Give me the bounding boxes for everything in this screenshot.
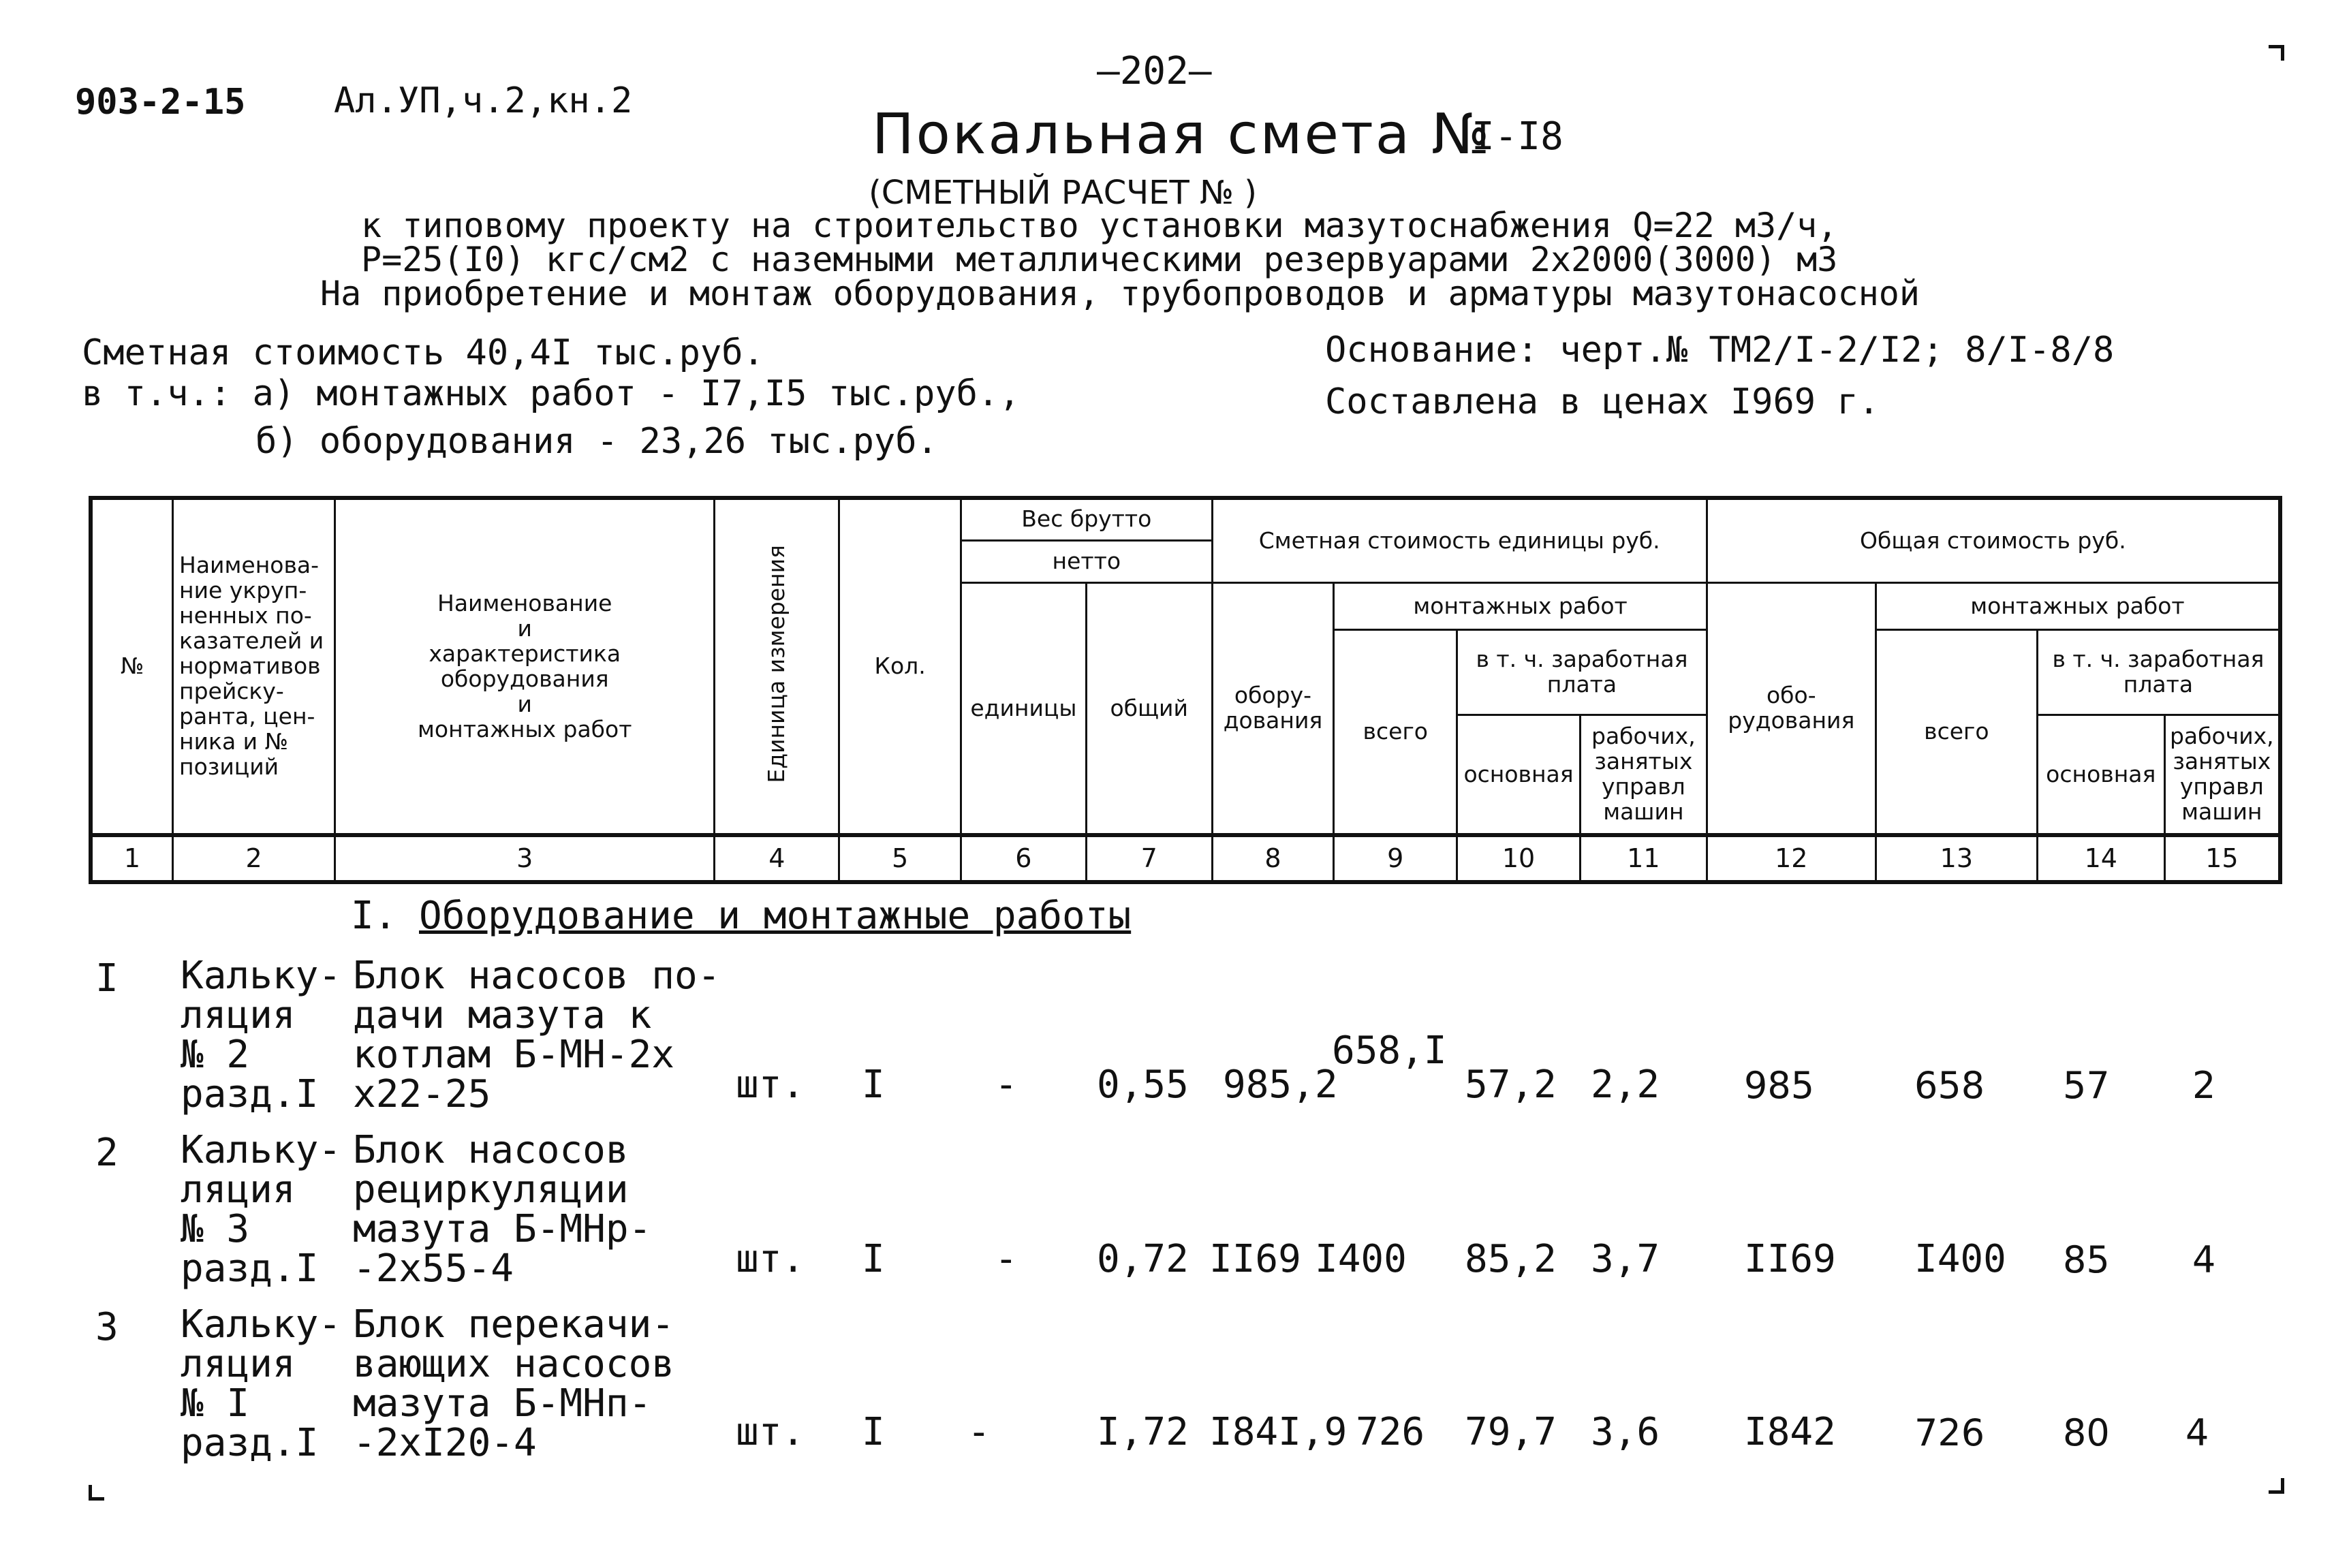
column-number: 11 [1580,835,1707,882]
row-pricelist-ref: Кальку- ляция № 2 разд.I [181,954,342,1116]
row-wage-basic-total: 85 [2063,1238,2110,1281]
project-line-2: P=25(I0) кгс/см2 с наземными металлическими резервуарами 2x2000(3000) м3 [361,240,1838,279]
column-number: 14 [2037,835,2164,882]
row-install-unit: 726 [1356,1410,1425,1454]
header-weight-unit: единицы [961,583,1087,835]
row-weight-unit: - [995,1237,1018,1281]
header-qty: Кол. [839,498,961,835]
header-equipment-total: обо-рудования [1707,583,1876,835]
row-weight-unit: - [995,1063,1018,1107]
header-no: № [91,498,173,835]
row-wage-machine-total: 4 [2192,1238,2216,1281]
row-equipment-unit: I84I,9 [1209,1410,1348,1454]
header-weight-total: общий [1086,583,1212,835]
row-weight-unit: - [967,1410,991,1454]
row-number: 3 [95,1305,119,1349]
row-unit: шт. [736,1410,805,1454]
column-number: 7 [1086,835,1212,882]
row-qty: I [862,1063,885,1107]
header-wages-total: в т. ч. заработная плата [2037,630,2280,715]
basis-prices: Составлена в ценах I969 г. [1325,381,1880,422]
row-wage-machine-total: 4 [2185,1411,2209,1454]
album-reference: Ал.УП,ч.2,кн.2 [334,80,633,121]
row-wage-basic-unit: 85,2 [1465,1237,1557,1281]
row-wage-machine-unit: 3,6 [1591,1410,1660,1454]
row-wage-machine-unit: 3,7 [1591,1237,1660,1281]
row-item-name: Блок насосов рециркуляции мазута Б-МНр- -2х55-4 [353,1128,652,1291]
row-item-name: Блок перекачи- вающих насосов мазута Б-МНп- -2хI20-4 [353,1302,675,1465]
row-weight-total: 0,72 [1097,1237,1189,1281]
column-number: 1 [91,835,173,882]
row-unit: шт. [736,1063,805,1107]
row-equipment-total: I842 [1744,1410,1836,1454]
row-number: I [95,956,119,1001]
header-name: Наименование и характеристика оборудования и монтажных работ [335,498,715,835]
estimate-total-cost: Сметная стоимость 40,4I тыс.руб. [82,332,764,373]
header-weight-net: нетто [961,540,1213,582]
row-qty: I [862,1410,885,1454]
header-wages-unit: в т. ч. заработная плата [1457,630,1707,715]
header-wage-basic-unit: основная [1457,715,1581,835]
column-number: 8 [1212,835,1334,882]
row-wage-basic-unit: 79,7 [1465,1410,1557,1454]
row-wage-basic-total: 57 [2063,1064,2110,1107]
project-line-1: к типовому проекту на строительство установки мазутоснабжения Q=22 м3/ч, [361,206,1838,245]
column-number: 5 [839,835,961,882]
document-title: Покальная смета № [872,102,1492,167]
project-line-3: На приобретение и монтаж оборудования, трубопроводов и арматуры мазутонасосной [320,274,1920,313]
column-number: 10 [1457,835,1581,882]
section-number: I. [351,894,397,938]
row-weight-total: 0,55 [1097,1063,1189,1107]
row-equipment-unit: 985,2 [1223,1063,1338,1107]
header-equipment-unit: обору-дования [1212,583,1334,835]
column-number: 13 [1876,835,2037,882]
corner-mark [89,1485,104,1501]
row-install-unit: 658,I [1332,1029,1447,1073]
row-equipment-unit: II69 [1209,1237,1301,1281]
row-weight-total: I,72 [1097,1410,1189,1454]
estimate-equipment-cost: б) оборудования - 23,26 тыс.руб. [255,421,938,462]
row-wage-machine-total: 2 [2192,1064,2216,1107]
row-equipment-total: 985 [1744,1064,1815,1107]
header-install-all-unit: всего [1334,630,1457,836]
basis-drawings: Основание: черт.№ ТМ2/I-2/I2; 8/I-8/8 [1325,330,2115,371]
row-install-unit: I400 [1315,1237,1407,1281]
corner-mark [2269,1478,2284,1494]
document-code: 903-2-15 [75,82,246,123]
row-wage-machine-unit: 2,2 [1591,1063,1660,1107]
row-install-total: 726 [1914,1411,1985,1454]
header-unit-cost: Сметная стоимость единицы руб. [1212,498,1707,583]
document-subtitle: (СМЕТНЫЙ РАСЧЕТ № ) [869,174,1257,212]
header-wage-machine-total: рабочих, занятых управл машин [2164,715,2280,835]
row-install-total: I400 [1914,1237,2006,1281]
row-item-name: Блок насосов по- дачи мазута к котлам Б-МН-2х х22-25 [353,954,721,1116]
section-title: Оборудование и монтажные работы [419,894,1132,938]
column-number: 9 [1334,835,1457,882]
column-number: 4 [715,835,839,882]
column-number: 12 [1707,835,1876,882]
row-equipment-total: II69 [1744,1237,1836,1281]
estimate-number: I-I8 [1472,114,1563,159]
column-number: 6 [961,835,1087,882]
header-install-total: монтажных работ [1876,583,2280,630]
header-unit: Единица измерения [715,498,839,835]
row-number: 2 [95,1131,119,1175]
corner-mark [2269,45,2284,61]
row-wage-basic-unit: 57,2 [1465,1063,1557,1107]
column-number: 2 [173,835,335,882]
row-qty: I [862,1237,885,1281]
header-weight-gross: Вес брутто [961,498,1213,540]
page-number: —202— [1097,49,1212,93]
row-wage-basic-total: 80 [2063,1411,2110,1454]
row-unit: шт. [736,1237,805,1281]
column-number: 15 [2164,835,2280,882]
row-pricelist-ref: Кальку- ляция № I разд.I [181,1302,342,1465]
header-pricelist-ref: Наименова-ние укруп-ненных по-казателей и нормативов прейску-ранта, цен-ника и № позиций [173,498,335,835]
header-install-unit: монтажных работ [1334,583,1707,630]
header-install-all-total: всего [1876,630,2037,836]
row-install-total: 658 [1914,1064,1985,1107]
row-pricelist-ref: Кальку- ляция № 3 разд.I [181,1128,342,1291]
header-wage-basic-total: основная [2037,715,2164,835]
header-wage-machine-unit: рабочих, занятых управл машин [1580,715,1707,835]
estimate-table-header [89,496,2282,884]
column-number: 3 [335,835,715,882]
header-total-cost: Общая стоимость руб. [1707,498,2280,583]
estimate-install-cost: в т.ч.: а) монтажных работ - I7,I5 тыс.руб., [82,373,1021,414]
